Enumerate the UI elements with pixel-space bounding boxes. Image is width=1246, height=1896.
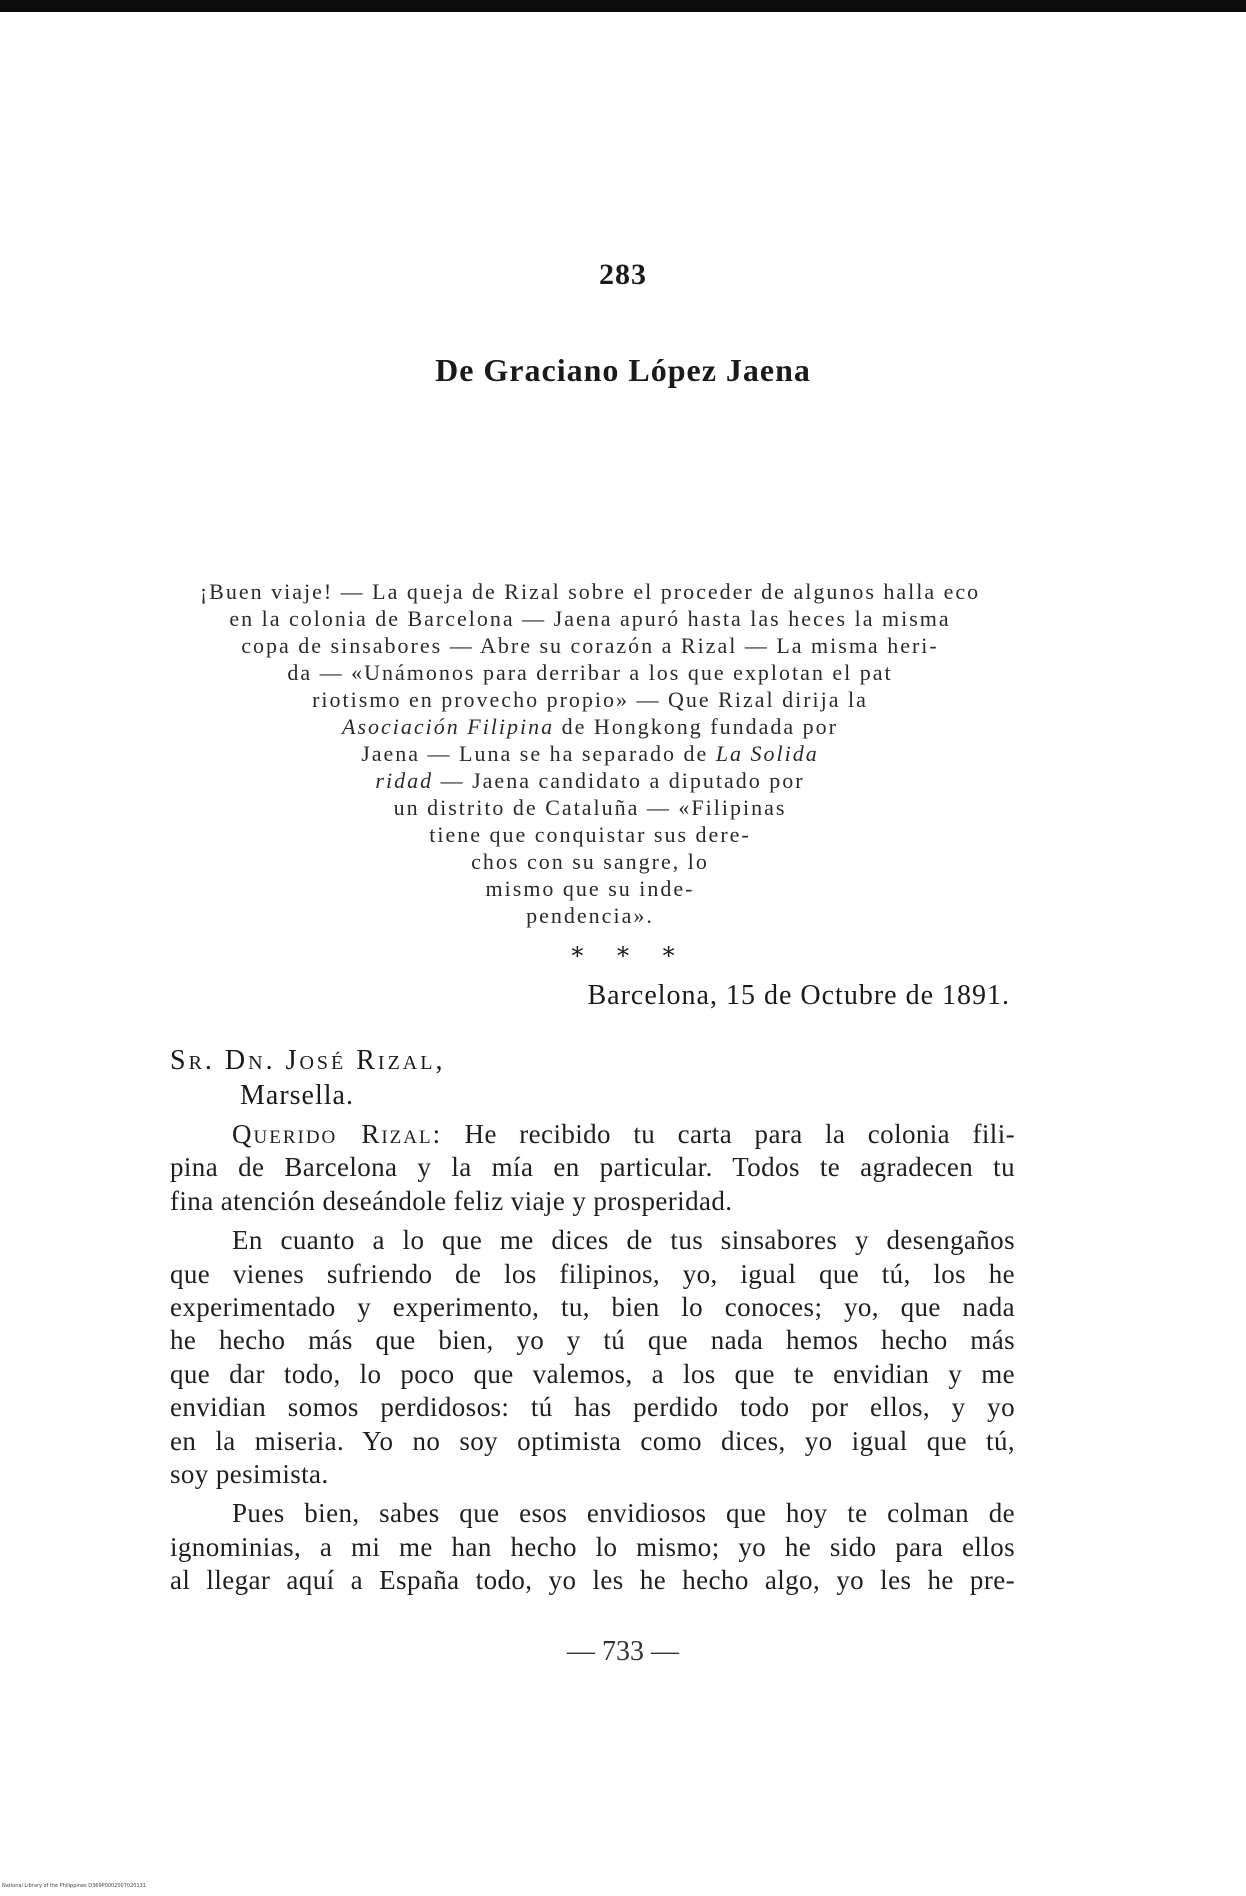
letter-summary [160, 578, 1020, 929]
paragraph-line: Querido Rizal: He recibido tu carta para la colonia fili- [232, 1119, 1015, 1149]
paragraph-line: fina atención deseándole feliz viaje y prosperidad. [170, 1185, 733, 1216]
italic-solidaridad-1: La Solida [715, 741, 819, 766]
addressee-location: Marsella. [240, 1080, 354, 1111]
summary-line: en la colonia de Barcelona — Jaena apuró hasta las heces la misma [229, 606, 951, 631]
summary-line: pendencia». [526, 903, 654, 928]
dateline: Barcelona, 15 de Octubre de 1891. [587, 980, 1010, 1011]
letter-body [170, 1118, 1015, 1598]
summary-line: riotismo en provecho propio» — Que Rizal dirija la [312, 687, 868, 712]
paragraph-line: pina de Barcelona y la mía en particular. Todos te agradecen tu [170, 1152, 1015, 1183]
summary-line-italic: ridad — Jaena candidato a diputado por [375, 768, 805, 793]
italic-asociacion: Asociación Filipina [342, 714, 555, 739]
scan-credit: National Library of the Philippines D369P0002007020131 [2, 1883, 146, 1889]
paragraph-line: ignominias, a mi me han hecho lo mismo; yo he sido para ellos [170, 1531, 1015, 1562]
paragraph-line: he hecho más que bien, yo y tú que nada hemos hecho más [170, 1325, 1015, 1356]
paragraph-line: Pues bien, sabes que esos envidiosos que hoy te colman de [232, 1498, 1015, 1529]
summary-line: ¡Buen viaje! — La queja de Rizal sobre el proceder de algunos halla eco [199, 579, 981, 604]
paragraph-1 [170, 1118, 1015, 1218]
italic-solidaridad-2: ridad [375, 768, 434, 793]
scan-top-border [0, 0, 1246, 12]
summary-line-italic: Jaena — Luna se ha separado de La Solida [361, 741, 819, 766]
paragraph-line: soy pesimista. [170, 1459, 329, 1490]
paragraph-2 [170, 1224, 1015, 1491]
summary-line: copa de sinsabores — Abre su corazón a Rizal — La misma heri- [241, 633, 939, 658]
footer-page-number: — 733 — [567, 1636, 679, 1667]
section-separator: * * * [571, 942, 675, 970]
paragraph-line: en la miseria. Yo no soy optimista como dices, yo igual que tú, [170, 1425, 1015, 1456]
summary-line: tiene que conquistar sus dere- [429, 822, 751, 847]
letter-title: De Graciano López Jaena [435, 352, 811, 388]
summary-line: un distrito de Cataluña — «Filipinas [393, 795, 787, 820]
addressee: Sr. Dn. José Rizal, [170, 1045, 446, 1076]
paragraph-line: En cuanto a lo que me dices de tus sinsabores y desengaños [232, 1225, 1015, 1256]
summary-line-italic: Asociación Filipina de Hongkong fundada por [342, 714, 838, 739]
summary-line: da — «Unámonos para derribar a los que explotan el pat [287, 660, 893, 685]
paragraph-line: que vienes sufriendo de los filipinos, yo, igual que tú, los he [170, 1258, 1015, 1289]
paragraph-line: que dar todo, lo poco que valemos, a los que te envidian y me [170, 1358, 1015, 1389]
summary-line: mismo que su inde- [485, 876, 695, 901]
page-number: 283 [599, 258, 647, 291]
summary-line: chos con su sangre, lo [471, 849, 709, 874]
paragraph-line: al llegar aquí a España todo, yo les he hecho algo, yo les he pre- [170, 1565, 1015, 1596]
paragraph-3 [170, 1497, 1015, 1597]
greeting: Querido Rizal: [232, 1119, 443, 1149]
paragraph-line: experimentado y experimento, tu, bien lo conoces; yo, que nada [170, 1292, 1015, 1323]
paragraph-line: envidian somos perdidosos: tú has perdido todo por ellos, y yo [170, 1392, 1015, 1423]
